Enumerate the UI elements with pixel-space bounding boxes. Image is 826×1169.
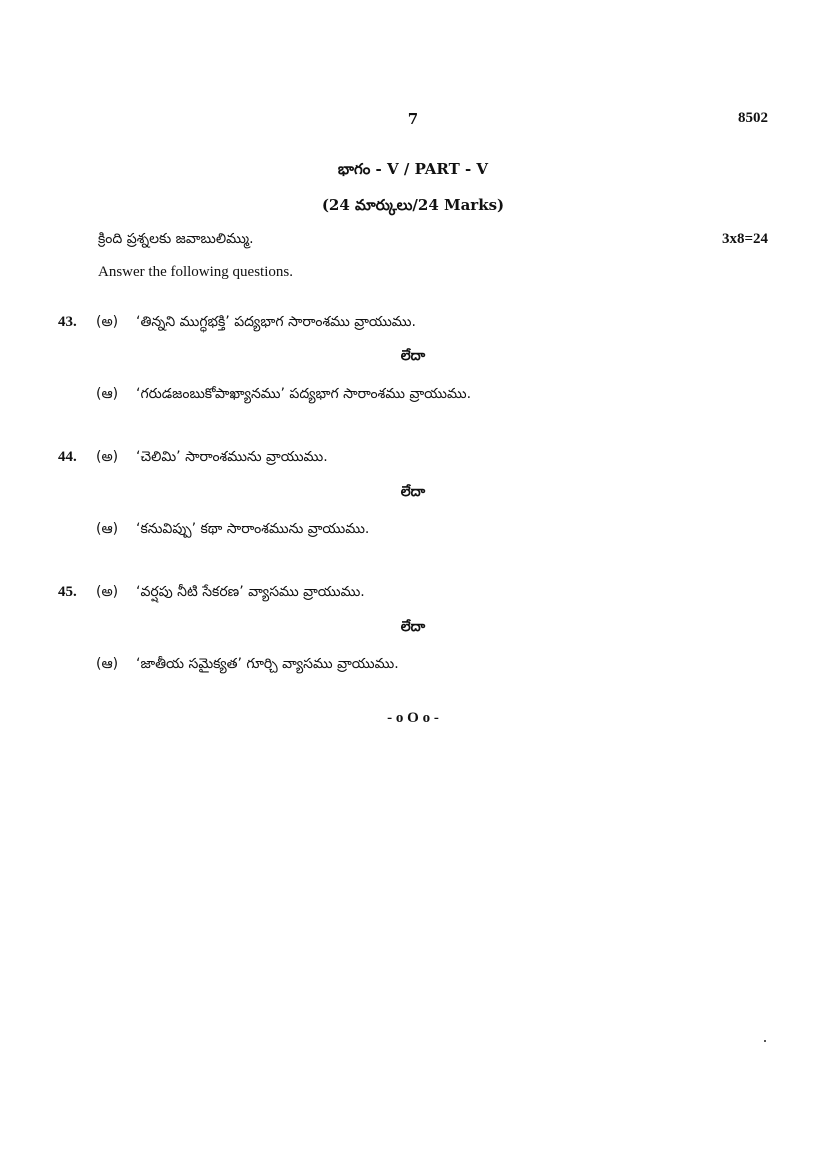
stray-dot <box>764 1040 766 1042</box>
option-a-label: (అ) <box>96 449 119 465</box>
marks-heading: (24 మార్కులు/24 Marks) <box>321 196 505 214</box>
end-of-paper-mark: - o O o - <box>387 710 439 726</box>
option-b-text: ‘కనువిప్పు’ కథా సారాంశమును వ్రాయుము. <box>136 521 370 537</box>
option-b-label: (ఆ) <box>96 656 119 672</box>
question-number: 45. <box>58 584 77 600</box>
option-a-text: ‘తిన్నని ముగ్ధభక్తి’ పద్యభాగ సారాంశము వ్రాయుము. <box>136 314 416 330</box>
option-a-text: ‘చెలిమి’ సారాంశమును వ్రాయుము. <box>136 449 328 465</box>
option-b-label: (ఆ) <box>96 521 119 537</box>
question-number: 43. <box>58 314 77 330</box>
paper-code: 8502 <box>738 110 768 126</box>
or-separator: లేదా <box>400 484 426 500</box>
option-b-text: ‘గరుడజంబుకోపాఖ్యానము’ పద్యభాగ సారాంశము వ్రాయుము. <box>136 386 472 402</box>
option-a-label: (అ) <box>96 584 119 600</box>
question-number: 44. <box>58 449 77 465</box>
part-heading: భాగం - V / PART - V <box>337 160 489 178</box>
option-a-label: (అ) <box>96 314 119 330</box>
marks-formula: 3x8=24 <box>721 231 768 247</box>
instruction-english: Answer the following questions. <box>98 264 293 280</box>
option-a-text: ‘వర్షపు నీటి సేకరణ’ వ్యాసము వ్రాయుము. <box>136 584 365 600</box>
option-b-label: (ఆ) <box>96 386 119 402</box>
or-separator: లేదా <box>400 619 426 635</box>
page-number: 7 <box>407 110 419 128</box>
option-b-text: ‘జాతీయ సమైక్యత’ గూర్చి వ్యాసము వ్రాయుము. <box>136 656 399 672</box>
or-separator: లేదా <box>400 348 426 364</box>
instruction-telugu: క్రింది ప్రశ్నలకు జవాబులిమ్ము. <box>98 231 254 247</box>
